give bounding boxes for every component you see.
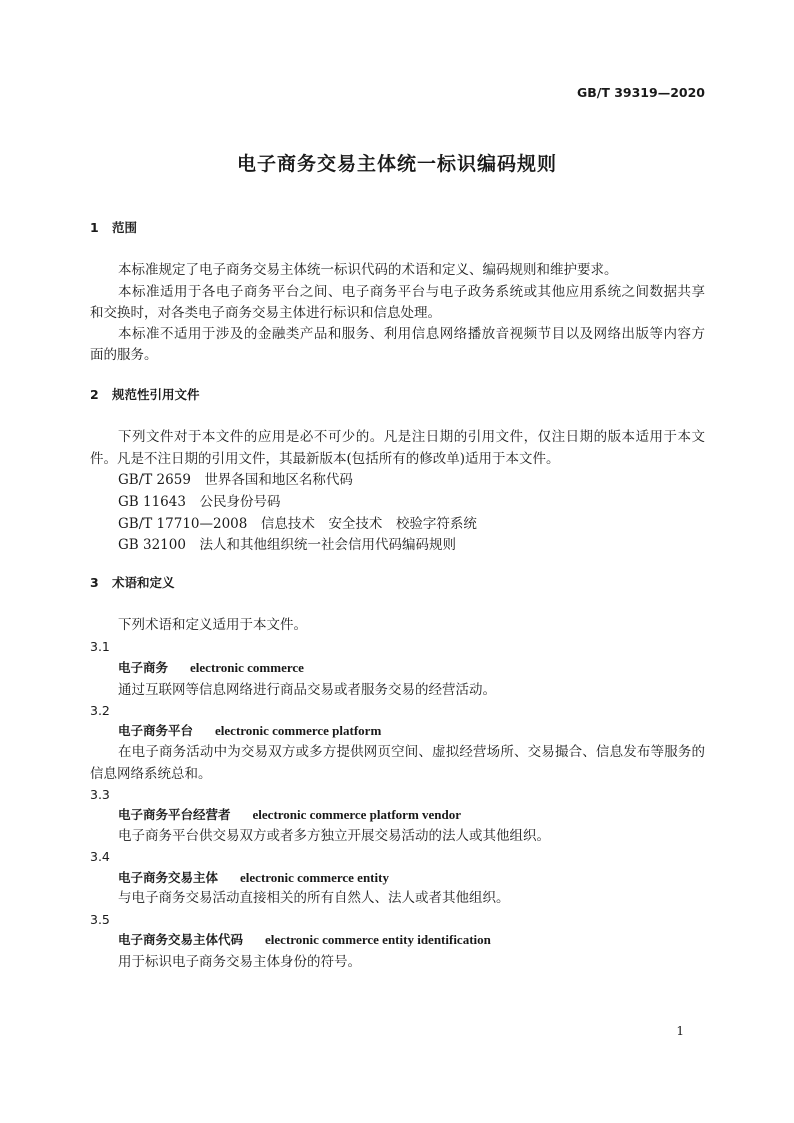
term-zh: 电子商务交易主体 <box>118 870 219 885</box>
paragraph-line: 下列文件对于本文件的应用是必不可少的。凡是注日期的引用文件，仅注日期的版本适用于本文 <box>118 429 705 445</box>
paragraph-line: 本标准适用于各电子商务平台之间、电子商务平台与电子政务系统或其他应用系统之间数据共享 <box>118 284 705 300</box>
clause-number: 3.3 <box>90 787 110 802</box>
term-en: electronic commerce entity <box>240 870 389 885</box>
section-heading-scope <box>90 219 137 237</box>
paragraph-line: 和交换时，对各类电子商务交易主体进行标识和信息处理。 <box>90 305 441 321</box>
section-number: 3 <box>90 575 99 590</box>
term-definition: 通过互联网等信息网络进行商品交易或者服务交易的经营活动。 <box>118 682 496 698</box>
reference-name: 公民身份号码 <box>199 494 281 510</box>
reference-code: GB/T 2659 <box>118 472 191 488</box>
term-en: electronic commerce platform vendor <box>252 807 462 822</box>
reference-code: GB 11643 <box>118 494 186 510</box>
clause-number: 3.5 <box>90 912 110 927</box>
standard-code-header: GB/T 39319—2020 <box>576 85 705 100</box>
term-definition: 用于标识电子商务交易主体身份的符号。 <box>118 954 361 970</box>
term-definition: 与电子商务交易活动直接相关的所有自然人、法人或者其他组织。 <box>118 890 510 906</box>
term-definition: 电子商务平台供交易双方或者多方独立开展交易活动的法人或其他组织。 <box>118 828 550 844</box>
term-zh: 电子商务平台 <box>118 723 194 738</box>
document-title: 电子商务交易主体统一标识编码规则 <box>236 153 557 175</box>
paragraph-line: 下列术语和定义适用于本文件。 <box>118 617 307 633</box>
term-zh: 电子商务 <box>118 660 169 675</box>
section-title: 规范性引用文件 <box>112 387 200 402</box>
section-number: 2 <box>90 387 99 402</box>
term-en: electronic commerce platform <box>215 723 382 738</box>
term-en: electronic commerce entity identification <box>265 932 491 947</box>
term-zh: 电子商务平台经营者 <box>118 807 231 822</box>
reference-name: 信息技术 安全技术 校验字符系统 <box>260 516 477 532</box>
reference-item <box>118 536 705 554</box>
term-definition: 在电子商务活动中为交易双方或多方提供网页空间、虚拟经营场所、交易撮合、信息发布等服务的 <box>118 744 705 760</box>
term-entry <box>118 722 381 740</box>
reference-item <box>118 493 705 511</box>
clause-number: 3.4 <box>90 849 110 864</box>
paragraph-line: 件。凡是不注日期的引用文件，其最新版本(包括所有的修改单)适用于本文件。 <box>90 451 560 467</box>
paragraph-line: 本标准不适用于涉及的金融类产品和服务、利用信息网络播放音视频节目以及网络出版等内容方 <box>118 326 705 342</box>
term-definition: 信息网络系统总和。 <box>90 766 212 782</box>
reference-name: 法人和其他组织统一社会信用代码编码规则 <box>199 537 456 553</box>
section-heading-terms <box>90 574 175 592</box>
reference-code: GB/T 17710—2008 <box>118 516 248 532</box>
term-entry <box>118 806 461 824</box>
section-number: 1 <box>90 220 99 235</box>
term-entry <box>118 659 304 677</box>
term-zh: 电子商务交易主体代码 <box>118 932 244 947</box>
term-en: electronic commerce <box>190 660 304 675</box>
reference-code: GB 32100 <box>118 537 186 553</box>
reference-item <box>118 471 705 489</box>
section-title: 范围 <box>112 220 138 235</box>
page-number: 1 <box>676 1024 684 1038</box>
reference-item <box>118 515 705 533</box>
section-title: 术语和定义 <box>112 575 175 590</box>
clause-number: 3.1 <box>90 639 110 654</box>
paragraph-line: 本标准规定了电子商务交易主体统一标识代码的术语和定义、编码规则和维护要求。 <box>118 262 618 278</box>
term-entry <box>118 931 491 949</box>
paragraph-line: 面的服务。 <box>90 347 158 363</box>
reference-name: 世界各国和地区名称代码 <box>204 472 353 488</box>
clause-number: 3.2 <box>90 703 110 718</box>
section-heading-normative-references <box>90 386 200 404</box>
term-entry <box>118 869 389 887</box>
